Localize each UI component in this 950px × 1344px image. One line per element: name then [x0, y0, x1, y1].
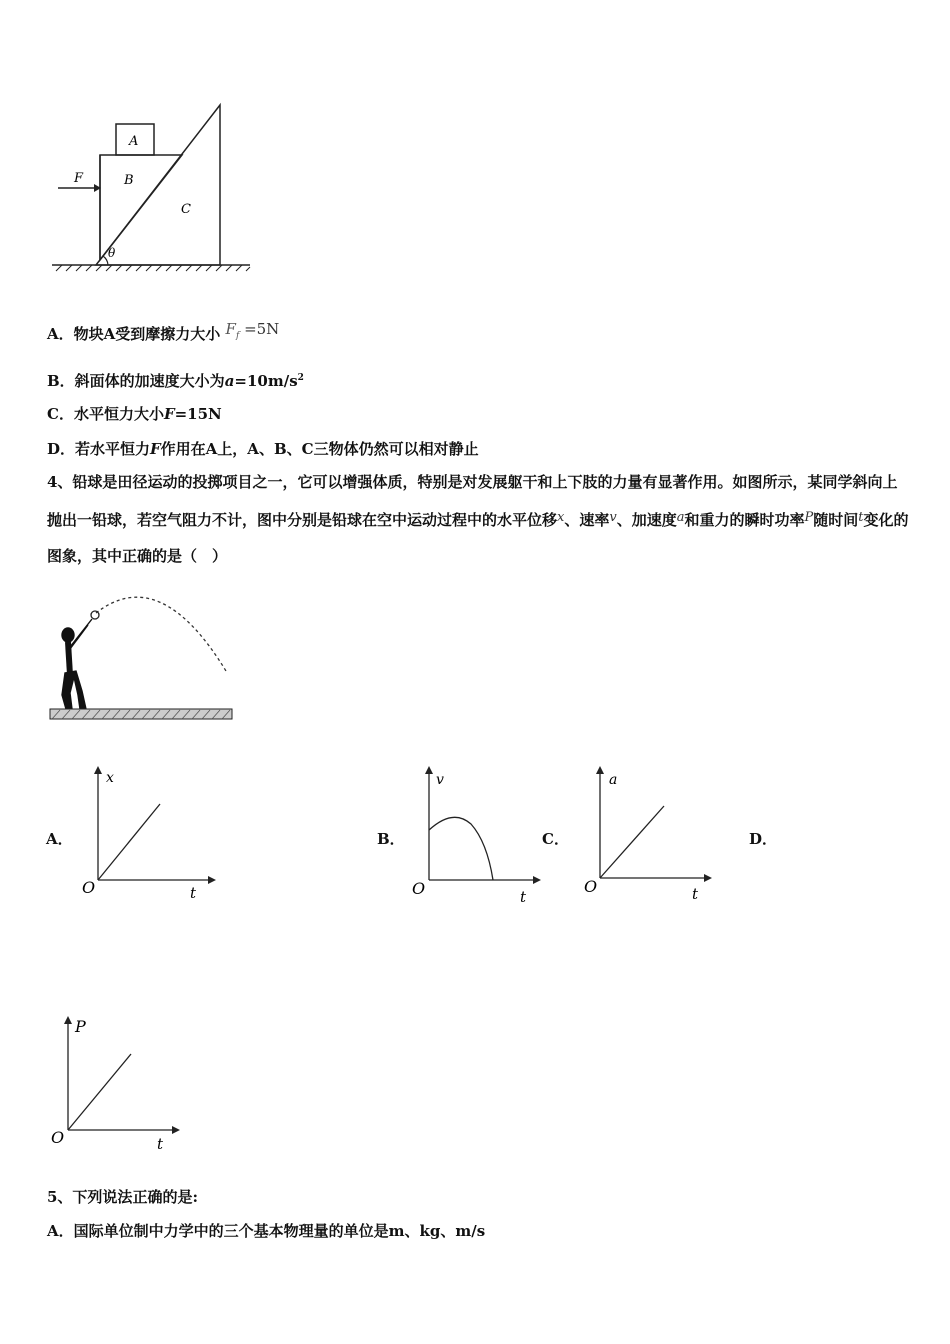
q3-option-d: D．若水平恒力F作用在A上，A、B、C三物体仍然可以相对静止 [47, 440, 479, 458]
q4-stem: 4、铅球是田径运动的投掷项目之一，它可以增强体质，特别是对发展躯干和上下肢的力量有显著作用。如图所示，某同学斜向上抛出一铅球，若空气阻力不计，图中分别是铅球在空中运动过程中的水平位移x、速率v、加速度a和重力的瞬时功率P随时间t变化的图象，其中正确的是（ ） [47, 473, 909, 565]
graph-b-curve [429, 817, 493, 880]
graph-b-v-t [409, 762, 549, 907]
graph-a-line [98, 804, 160, 880]
graph-a-origin: O [82, 878, 96, 897]
graph-c-origin: O [584, 877, 598, 896]
q3-option-a: A．物块A受到摩擦力大小 $F_f =5N$ [47, 320, 280, 343]
q3-option-c: C．水平恒力大小F=15N [47, 405, 222, 423]
graph-a-xlabel: t [190, 884, 197, 902]
graph-b-ylabel: v [436, 772, 444, 788]
q5-option-a: A．国际单位制中力学中的三个基本物理量的单位是m、kg、m/s [47, 1222, 486, 1240]
shot-ball [91, 611, 99, 619]
ground-hatching [56, 265, 250, 271]
graph-d-origin: O [51, 1128, 65, 1147]
label-f: F [74, 171, 84, 186]
graph-d-line [68, 1054, 131, 1130]
label-b: B [124, 173, 134, 188]
graph-d-p-t [48, 1012, 188, 1157]
q4-option-a-label[interactable]: A． [46, 830, 73, 848]
q4-option-c-label[interactable]: C． [542, 830, 569, 848]
graph-c-ylabel: a [609, 772, 618, 788]
graph-d-ylabel: P [75, 1017, 86, 1036]
q5-stem: 5、下列说法正确的是: [47, 1188, 198, 1206]
graph-b-origin: O [412, 879, 426, 898]
ground-strip [50, 709, 232, 719]
graph-c-a-t [582, 762, 722, 907]
graph-d-xlabel: t [157, 1135, 164, 1153]
q3-option-b: B．斜面体的加速度大小为$a=10m/s^2$ [47, 372, 304, 390]
graph-a-ylabel: x [106, 770, 114, 786]
graph-a-x-t [78, 762, 218, 907]
athlete-figure [62, 619, 92, 709]
q4-option-d-label[interactable]: D． [749, 830, 778, 848]
graph-c-xlabel: t [692, 885, 699, 903]
q3-incline-diagram [50, 100, 260, 275]
trajectory-curve [96, 597, 226, 671]
graph-c-line [600, 806, 664, 878]
label-c: C [181, 202, 191, 217]
q4-option-b-label[interactable]: B． [377, 830, 405, 848]
graph-b-xlabel: t [520, 888, 527, 906]
label-theta: θ [108, 246, 116, 260]
block-b [100, 155, 182, 260]
shot-put-illustration [48, 585, 238, 725]
label-a: A [129, 134, 139, 149]
